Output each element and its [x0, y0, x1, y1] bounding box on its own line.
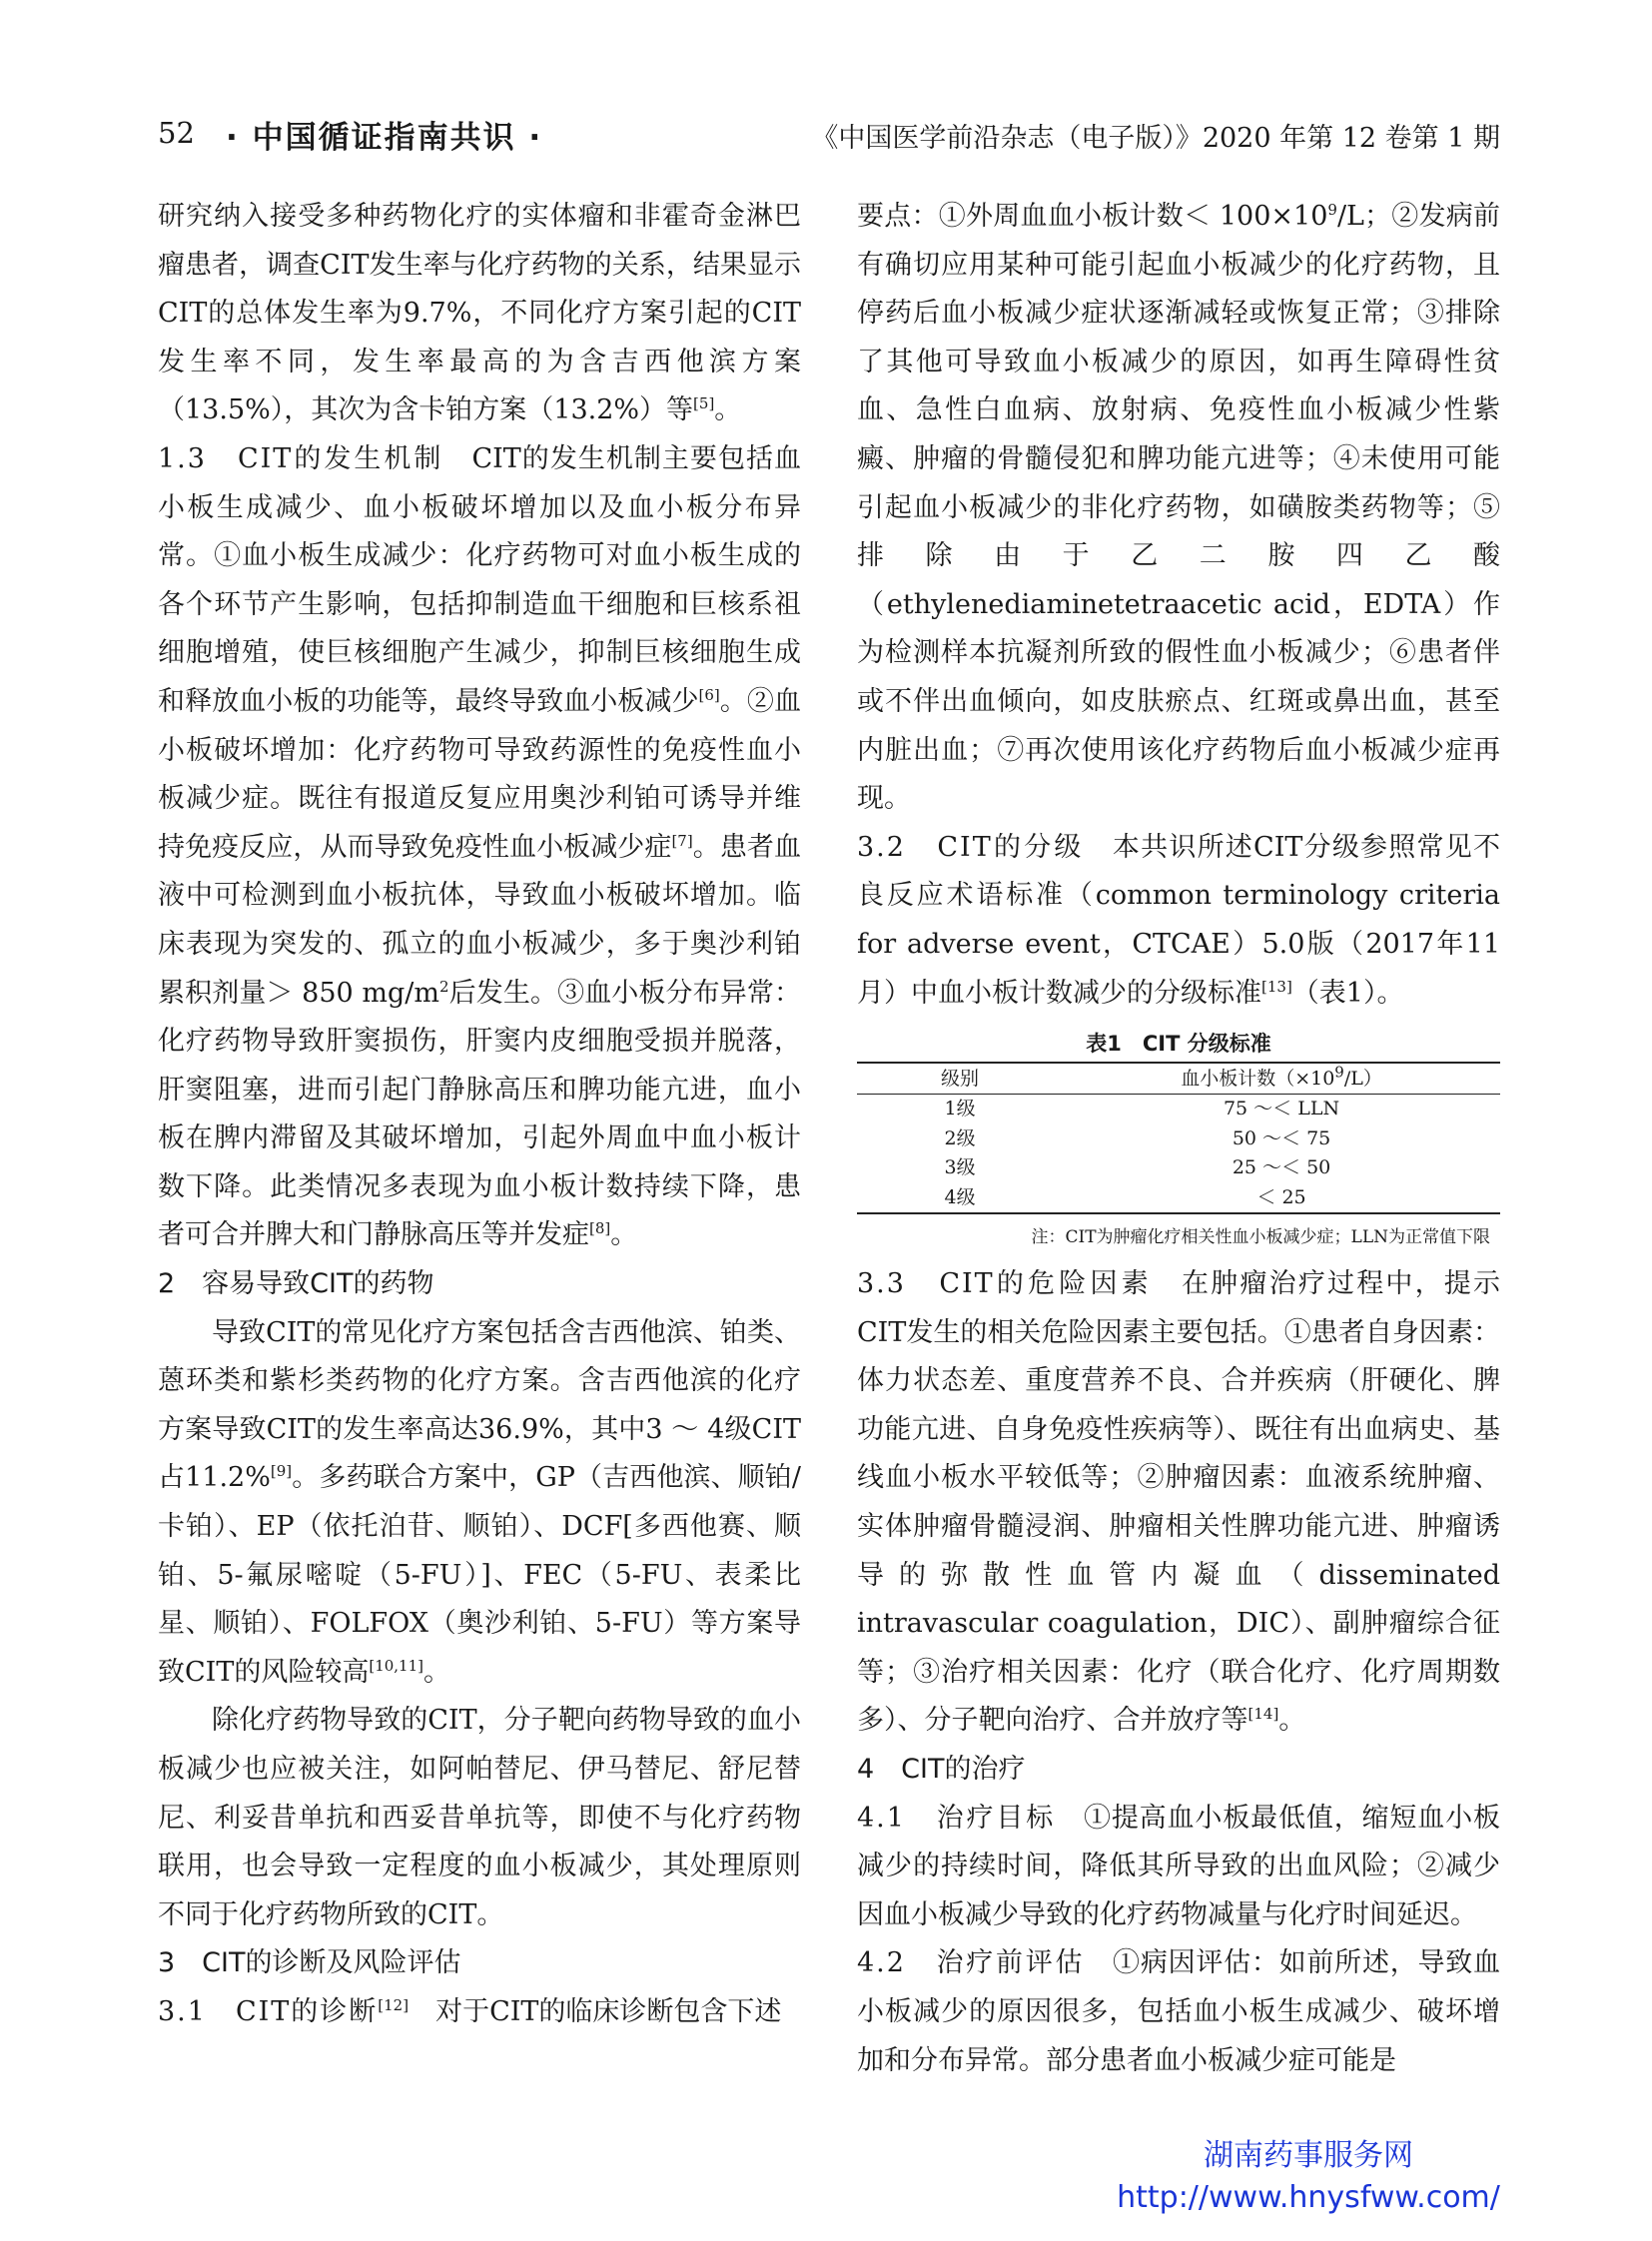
table-1 — [857, 1026, 1500, 1260]
section-4-2: 4.2 治疗前评估 ①病因评估：如前所述，导致血小板减少的原因很多，包括血小板生成减少、破坏增加和分布异常。部分患者血小板减少症可能是 — [857, 1947, 1500, 2076]
section-3-1: 3.1 CIT的诊断[12] 对于CIT的临床诊断包含下述 — [158, 1995, 782, 2027]
table-header-row — [857, 1063, 1500, 1095]
cell-grade: 4级 — [857, 1183, 1063, 1214]
paragraph: 除化疗药物导致的CIT，分子靶向药物导致的血小板减少也应被关注，如阿帕替尼、伊马替尼、舒尼替尼、利妥昔单抗和西妥昔单抗等，即使不与化疗药物联用，也会导致一定程度的血小板减少，其处理原则不同于化疗药物所致的CIT。 — [158, 1705, 801, 1930]
citation: [7] — [671, 831, 693, 850]
cell-count: 25 ～＜ 50 — [1232, 1156, 1331, 1179]
table-caption: 表1 CIT 分级标准 — [1086, 1032, 1271, 1057]
cell-count: 75 ～＜ LLN — [1223, 1098, 1340, 1120]
grading-table — [857, 1062, 1500, 1214]
heading-2: 2 容易导致CIT的药物 — [158, 1268, 434, 1300]
table-row — [857, 1095, 1500, 1124]
paragraph: 导致CIT的常见化疗方案包括含吉西他滨、铂类、蒽环类和紫杉类药物的化疗方案。含吉西他滨的化疗方案导致CIT的发生率高达36.9%，其中3 ～ 4级CIT占11.2%[9]。多药联合方案中，GP（吉西他滨、顺铂/卡铂）、EP（依托泊苷、顺铂）、DCF[多西他赛、顺铂、5-氟尿嘧啶（5-FU）]、FEC（5-FU、表柔比星、顺铂）、FOLFOX（奥沙利铂、5-FU）等方案导致CIT的风险较高[10,11]。 — [158, 1316, 801, 1688]
citation: [12] — [378, 1995, 410, 2014]
left-column — [158, 193, 801, 2037]
table-row — [857, 1153, 1500, 1183]
section-4-1: 4.1 治疗目标 ①提高血小板最低值，缩短血小板减少的持续时间，降低其所导致的出血风险；②减少因血小板减少导致的化疗药物减量与化疗时间延迟。 — [857, 1802, 1500, 1930]
table-row — [857, 1124, 1500, 1154]
cell-grade: 1级 — [944, 1098, 976, 1120]
section-label: 3.3 CIT的危险因素 — [857, 1268, 1153, 1300]
heading-3: 3 CIT的诊断及风险评估 — [158, 1947, 461, 1979]
citation: [5] — [693, 394, 715, 413]
cell-count: ＜ 25 — [1063, 1183, 1500, 1214]
journal-section: · 中国循证指南共识 · — [226, 120, 543, 156]
citation: [10,11] — [369, 1656, 423, 1675]
section-1-3: 1.3 CIT的发生机制 CIT的发生机制主要包括血小板生成减少、血小板破坏增加以及血小板分布异常。①血小板生成减少：化疗药物可对血小板生成的各个环节产生影响，包括抑制造血干细胞和巨核系祖细胞增殖，使巨核细胞产生减少，抑制巨核细胞生成和释放血小板的功能等，最终导致血小板减少[6]。②血小板破坏增加：化疗药物可导致药源性的免疫性血小板减少症。既往有报道反复应用奥沙利铂可诱导并维持免疫反应，从而导致免疫性血小板减少症[7]。患者血液中可检测到血小板抗体，导致血小板破坏增加。临床表现为突发的、孤立的血小板减少，多于奥沙利铂累积剂量＞ 850 $mg/m^2$后发生。③血小板分布异常：化疗药物导致肝窦损伤，肝窦内皮细胞受损并脱落，肝窦阻塞，进而引起门静脉高压和脾功能亢进，血小板在脾内滞留及其破坏增加，引起外周血中血小板计数下降。此类情况多表现为血小板计数持续下降，患者可合并脾大和门静脉高压等并发症[8]。 — [158, 442, 802, 1251]
paragraph: 要点：①外周血血小板计数＜ $100\times 10^9/L$；②发病前有确切应用某种可能引起血小板减少的化疗药物，且停药后血小板减少症状逐渐减轻或恢复正常；③排除了其他可导致血小板减少的原因，如再生障碍性贫血、急性白血病、放射病、免疫性血小板减少性紫癜、肿瘤的骨髓侵犯和脾功能亢进等；④未使用可能引起血小板减少的非化疗药物，如磺胺类药物等；⑤排除由于乙二胺四乙酸（ethylenediaminetetraacetic acid，EDTA）作为检测样本抗凝剂所致的假性血小板减少；⑥患者伴或不伴出血倾向，如皮肤瘀点、红斑或鼻出血，甚至内脏出血；⑦再次使用该化疗药物后血小板减少症再现。 — [857, 201, 1500, 815]
section-label: 4.2 治疗前评估 — [857, 1947, 1086, 1979]
section-label: 1.3 CIT的发生机制 — [158, 442, 444, 474]
paragraph: 研究纳入接受多种药物化疗的实体瘤和非霍奇金淋巴瘤患者，调查CIT发生率与化疗药物的关系，结果显示CIT的总体发生率为9.7%，不同化疗方案引起的CIT发生率不同，发生率最高的为含吉西他滨方案（13.5%），其次为含卡铂方案（13.2%）等[5]。 — [158, 201, 801, 426]
column-header: 级别 — [857, 1063, 1063, 1095]
watermark-url[interactable]: http://www.hnysfww.com/ — [1117, 2180, 1500, 2215]
watermark-name: 湖南药事服务网 — [1204, 2138, 1413, 2173]
citation: [6] — [698, 685, 720, 704]
cell-count: 50 ～＜ 75 — [1232, 1126, 1331, 1149]
table-note: 注：CIT为肿瘤化疗相关性血小板减少症；LLN为正常值下限 — [1031, 1227, 1490, 1248]
section-label: 4.1 治疗目标 — [857, 1802, 1057, 1834]
section-label: 3.2 CIT的分级 — [857, 831, 1085, 863]
heading-4: 4 CIT的治疗 — [857, 1754, 1026, 1786]
citation: [14] — [1247, 1705, 1279, 1724]
citation: [13] — [1261, 977, 1292, 996]
running-header — [158, 112, 1500, 162]
cell-grade: 3级 — [944, 1156, 976, 1179]
table-row — [857, 1183, 1500, 1214]
citation: [8] — [589, 1219, 611, 1238]
section-3-3: 3.3 CIT的危险因素 在肿瘤治疗过程中，提示CIT发生的相关危险因素主要包括。①患者自身因素：体力状态差、重度营养不良、合并疾病（肝硬化、脾功能亢进、自身免疫性疾病等）、既往有出血病史、基线血小板水平较低等；②肿瘤因素：血液系统肿瘤、实体肿瘤骨髓浸润、肿瘤相关性脾功能亢进、肿瘤诱导的弥散性血管内凝血（disseminated intravascular coagulation，DIC）、副肿瘤综合征等；③治疗相关因素：化疗（联合化疗、化疗周期数多）、分子靶向治疗、合并放疗等[14]。 — [857, 1268, 1500, 1737]
citation: [9] — [270, 1462, 293, 1481]
column-header: 血小板计数$(\times 10^9/L)$ — [1063, 1063, 1500, 1095]
watermark — [1099, 2135, 1518, 2219]
section-3-2: 3.2 CIT的分级 本共识所述CIT分级参照常见不良反应术语标准（common terminology criteria for adverse event，CTCAE）5.0版（2017年11月）中血小板计数减少的分级标准[13]（表1）。 — [857, 831, 1500, 1009]
journal-info: 《中国医学前沿杂志（电子版）》2020 年第 12 卷第 1 期 — [811, 123, 1500, 154]
page-number: 52 — [158, 116, 195, 150]
right-column — [857, 193, 1500, 2085]
cell-grade: 2级 — [944, 1126, 976, 1149]
section-label: 3.1 CIT的诊断 — [158, 1995, 379, 2027]
